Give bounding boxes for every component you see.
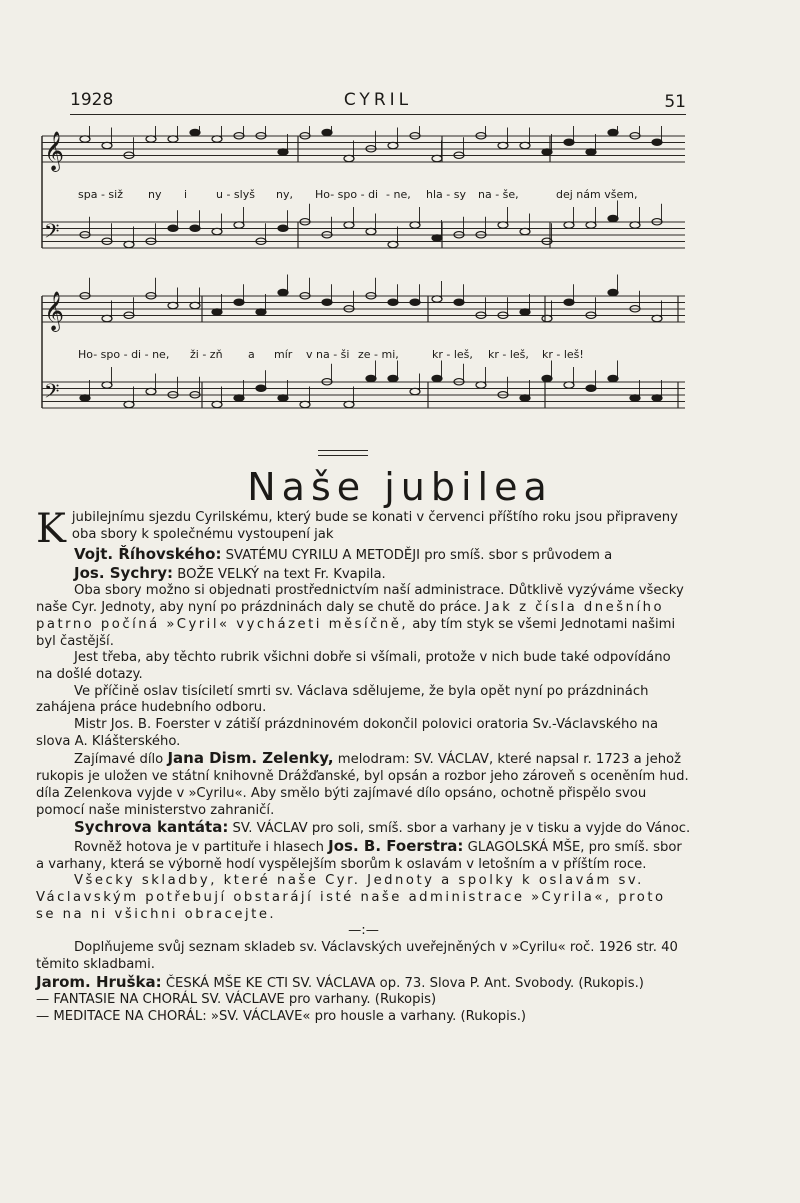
score-staves — [30, 126, 690, 436]
lyric: ži - zň — [190, 348, 223, 361]
paragraph: — FANTASIE NA CHORÁL SV. VÁCLAVE pro varhany. (Rukopis) — [36, 992, 437, 1008]
note-head — [652, 395, 662, 401]
note-head — [498, 222, 508, 228]
note-head — [80, 395, 90, 401]
note-head — [124, 241, 134, 247]
note-head — [652, 315, 662, 321]
note-head — [322, 129, 332, 135]
lyric: kr - leš, — [488, 348, 529, 361]
lyric: kr - leš! — [542, 348, 584, 361]
treble-clef-icon: 𝄞 — [44, 131, 65, 171]
lyric: ny — [148, 188, 162, 201]
note-head — [212, 228, 222, 234]
note-head — [102, 142, 112, 148]
note-head — [388, 241, 398, 247]
lyric: kr - leš, — [432, 348, 473, 361]
note-head — [344, 401, 354, 407]
paragraph: Vojt. Říhovského: SVATÉMU CYRILU A METODĚJI pro smíš. sbor s průvodem a — [74, 545, 613, 563]
paragraph: Jest třeba, aby těchto rubrik všichni dobře si všímali, protože v nich bude také odpovídáno na došlé dotazy. — [36, 650, 671, 682]
note-head — [124, 401, 134, 407]
paragraph: Ve příčině oslav tisíciletí smrti sv. Václava sdělujeme, že byla opět nyní po prázdninách zahájena práce hudebního odboru. — [36, 683, 649, 716]
music-score — [30, 126, 690, 436]
note-head — [80, 136, 90, 142]
paragraph: Doplňujeme svůj seznam skladeb sv. Václavských uveřejněných v »Cyrilu« roč. 1926 str. 40 těmito skladbami. — [36, 940, 678, 972]
note-head — [278, 395, 288, 401]
paragraph: Zajímavé dílo Jana Dism. Zelenky, melodram: SV. VÁCLAV, které napsal r. 1723 a jehož rukopis je uložen ve státní knihovně Drážďanské, byl opsán a rozbor jeho zároveň s oceněním hud. díla Zelenkova vyjde v »Cyrilu«. Aby smělo býti zajímavé dílo opsáno, ochotně přispělo svou pomocí naše ministerstvo zahraničí. — [36, 749, 689, 818]
lyric: Ho- spo - di — [315, 188, 379, 201]
note-head — [520, 228, 530, 234]
note-head — [168, 225, 178, 231]
note-head — [498, 142, 508, 148]
note-head — [388, 375, 398, 381]
note-head — [168, 302, 178, 308]
note-head — [432, 296, 442, 302]
note-head — [586, 149, 596, 155]
note-head — [520, 395, 530, 401]
note-head — [278, 149, 288, 155]
paragraph: Všecky skladby, které naše Cyr. Jednoty a spolky k oslavám sv. Václavským potřebují obstarájí isté naše administrace »Cyrila«, proto se na ni všichni obracejte. — [36, 873, 666, 922]
note-head — [146, 388, 156, 394]
note-head — [608, 375, 618, 381]
paragraph: Mistr Jos. B. Foerster v zátiší prázdninovém dokončil polovici oratoria Sv.-Václavského na slova A. Klášterského. — [36, 717, 659, 749]
bass-clef-icon: 𝄢 — [44, 219, 60, 248]
note-head — [190, 129, 200, 135]
lyric: v na - ši — [306, 348, 350, 361]
article-body — [36, 506, 691, 1026]
note-head — [432, 235, 442, 241]
lyric: i — [184, 188, 188, 201]
header-year: 1928 — [70, 90, 114, 110]
lyric: mír — [274, 348, 293, 361]
note-head — [608, 289, 618, 295]
lyric: ze - mi, — [358, 348, 399, 361]
lyric: a — [248, 348, 255, 361]
note-head — [564, 139, 574, 145]
note-head — [520, 309, 530, 315]
note-head — [344, 222, 354, 228]
note-head — [608, 215, 618, 221]
note-head — [454, 299, 464, 305]
note-head — [344, 155, 354, 161]
divider-line — [318, 450, 368, 451]
note-head — [476, 382, 486, 388]
note-head — [322, 299, 332, 305]
note-head — [366, 375, 376, 381]
note-head — [608, 129, 618, 135]
separator: —:— — [348, 923, 379, 939]
note-head — [300, 401, 310, 407]
page-number: 51 — [664, 92, 686, 112]
note-head — [234, 299, 244, 305]
note-head — [564, 222, 574, 228]
lyric: dej nám všem, — [556, 188, 638, 201]
note-head — [410, 222, 420, 228]
lyric: spa - siž — [78, 188, 123, 201]
note-head — [256, 309, 266, 315]
note-head — [432, 375, 442, 381]
paragraph: Kjubilejnímu sjezdu Cyrilskému, který bude se konati v červenci příštího roku jsou připraveny oba sbory k společnému vystoupení jak — [36, 506, 678, 552]
lyric: ny, — [276, 188, 293, 201]
note-head — [388, 142, 398, 148]
lyric: hla - sy — [426, 188, 466, 201]
note-head — [410, 299, 420, 305]
lyric: Ho- spo - di - ne, — [78, 348, 170, 361]
note-head — [432, 155, 442, 161]
note-head — [520, 142, 530, 148]
note-head — [190, 225, 200, 231]
note-head — [234, 395, 244, 401]
paragraph: Rovněž hotova je v partituře i hlasech Jos. B. Foerstra: GLAGOLSKÁ MŠE, pro smíš. sbor a varhany, která se výborně hodí vyspělejším sborům k oslavám v letošním a v příštím roce. — [36, 836, 682, 872]
note-head — [564, 382, 574, 388]
note-head — [366, 228, 376, 234]
note-head — [256, 385, 266, 391]
divider-line — [318, 455, 368, 456]
note-head — [542, 315, 552, 321]
note-head — [542, 375, 552, 381]
lyric: na - še, — [478, 188, 519, 201]
lyric: - ne, — [386, 188, 411, 201]
note-head — [630, 222, 640, 228]
note-head — [212, 401, 222, 407]
note-head — [542, 149, 552, 155]
note-head — [102, 315, 112, 321]
note-head — [410, 388, 420, 394]
note-head — [168, 136, 178, 142]
running-header — [70, 88, 686, 115]
drop-cap: K — [36, 506, 66, 552]
note-head — [146, 136, 156, 142]
note-head — [564, 299, 574, 305]
note-head — [212, 309, 222, 315]
paragraph: — MEDITACE NA CHORÁL: »SV. VÁCLAVE« pro housle a varhany. (Rukopis.) — [36, 1008, 527, 1024]
note-head — [190, 302, 200, 308]
note-head — [102, 382, 112, 388]
note-head — [388, 299, 398, 305]
note-head — [278, 225, 288, 231]
header-journal-title: CYRIL — [343, 90, 413, 110]
treble-clef-icon: 𝄞 — [44, 291, 65, 331]
note-head — [652, 139, 662, 145]
bass-clef-icon: 𝄢 — [44, 379, 60, 408]
note-head — [586, 222, 596, 228]
note-head — [586, 385, 596, 391]
paragraph: Oba sbory možno si objednati prostřednictvím naší administrace. Důtklivě vyzýváme všecky naše Cyr. Jednoty, aby nyní po prázdninách daly se chutě do práce. Jak z čísla dnešního patrno počíná »Cyril« vycházeti měsíčně, aby tím styk se všemi Jednotami našimi byl častější. — [36, 583, 684, 649]
note-head — [234, 222, 244, 228]
note-head — [278, 289, 288, 295]
paragraph: Sychrova kantáta: SV. VÁCLAV pro soli, smíš. sbor a varhany je v tisku a vyjde do Vánoc. — [74, 818, 691, 837]
note-head — [630, 395, 640, 401]
paragraph: Jarom. Hruška: ČESKÁ MŠE KE CTI SV. VÁCLAVA op. 73. Slova P. Ant. Svobody. (Rukopis.) — [36, 972, 644, 991]
lyric: u - slyš — [216, 188, 255, 201]
note-head — [212, 136, 222, 142]
paragraph: Jos. Sychry: BOŽE VELKÝ na text Fr. Kvapila. — [74, 563, 386, 582]
article-title: Naše jubilea — [247, 465, 553, 509]
